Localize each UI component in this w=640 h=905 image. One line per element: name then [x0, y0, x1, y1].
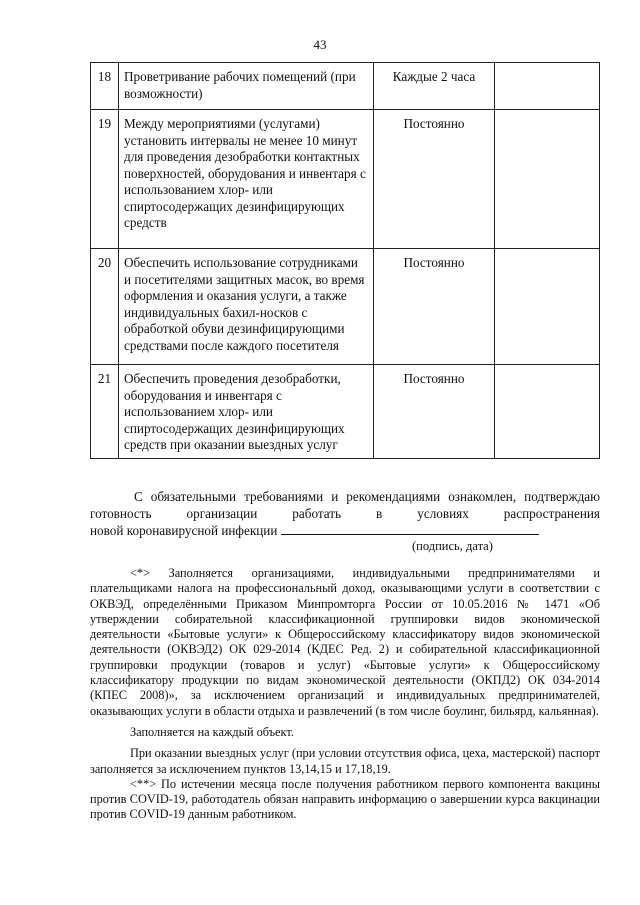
footnote-1: <*> Заполняется организациями, индивидуальными предпринимателями и плательщиками налога на профессиональный доход, оказывающими услуги в соответствии с ОКВЭД, определёнными Приказом Минпромторга России от 10.05.2016 № 1471 «Об утверждении собирательной классификационной группировки видов экономической деятельности «Бытовые услуги» к Общероссийскому классификатору видов экономической деятельности (ОКВЭД2) ОК 029-2014 (КДЕС Ред. 2) и собирательной классификационной группировки продукции (товаров и услуг) «Бытовые услуги» к Общероссийскому классификатору продукции по видам экономической деятельности (ОКПД2) ОК 034-2014 (КПЕС 2008)», за исключением организаций и индивидуальных предпринимателей, оказывающих услуги в области отдыха и развлечений (в том числе боулинг, бильярд, кальянная).	[90, 566, 600, 718]
row-mark-cell	[495, 110, 600, 249]
row-measure: Между мероприятиями (услугами) установить интервалы не менее 10 минут для проведения дезобработки контактных поверхностей, оборудования и инвентаря с использованием хлор- или спиртосодержащих дезинфицирующих средств	[119, 110, 374, 249]
row-measure: Обеспечить использование сотрудниками и посетителями защитных масок, во время оформления и оказания услуги, а также индивидуальных бахил-носков с обработкой обуви дезинфицирующими средствами после каждого посетителя	[119, 249, 374, 365]
row-number: 20	[91, 249, 119, 365]
row-number: 19	[91, 110, 119, 249]
row-frequency: Постоянно	[374, 110, 495, 249]
page-number: 43	[313, 37, 327, 52]
row-measure: Обеспечить проведения дезобработки, оборудования и инвентаря с использованием хлор- или спиртосодержащих дезинфицирующих средств при оказании выездных услуг	[119, 365, 374, 459]
row-number: 18	[91, 63, 119, 110]
table-row	[91, 110, 600, 249]
footnote-3: При оказании выездных услуг (при условии отсутствия офиса, цеха, мастерской) паспорт заполняется за исключением пунктов 13,14,15 и 17,18,19.	[90, 746, 600, 776]
row-mark-cell	[495, 63, 600, 110]
checklist-table	[90, 62, 600, 459]
row-measure: Проветривание рабочих помещений (при возможности)	[119, 63, 374, 110]
footnote-2: Заполняется на каждый объект.	[130, 724, 294, 739]
row-number: 21	[91, 365, 119, 459]
row-frequency: Постоянно	[374, 365, 495, 459]
row-mark-cell	[495, 249, 600, 365]
footnote-4: <**> По истечении месяца после получения работником первого компонента вакцины против COVID-19, работодатель обязан направить информацию о завершении курса вакцинации против COVID-19 данным работником.	[90, 776, 600, 822]
acknowledgement-block	[90, 488, 600, 539]
acknowledgement-line	[90, 522, 600, 539]
signature-line	[281, 522, 539, 535]
footnotes	[90, 566, 600, 823]
row-mark-cell	[495, 365, 600, 459]
row-frequency: Постоянно	[374, 249, 495, 365]
acknowledgement-text-end: новой коронавирусной инфекции	[90, 523, 278, 538]
signature-caption: (подпись, дата)	[412, 539, 493, 553]
acknowledgement-text: С обязательными требованиями и рекомендациями ознакомлен, подтверждаю готовность организации работать в условиях распространения	[90, 489, 600, 521]
row-frequency: Каждые 2 часа	[374, 63, 495, 110]
table-row	[91, 249, 600, 365]
table-row	[91, 63, 600, 110]
table-row	[91, 365, 600, 459]
